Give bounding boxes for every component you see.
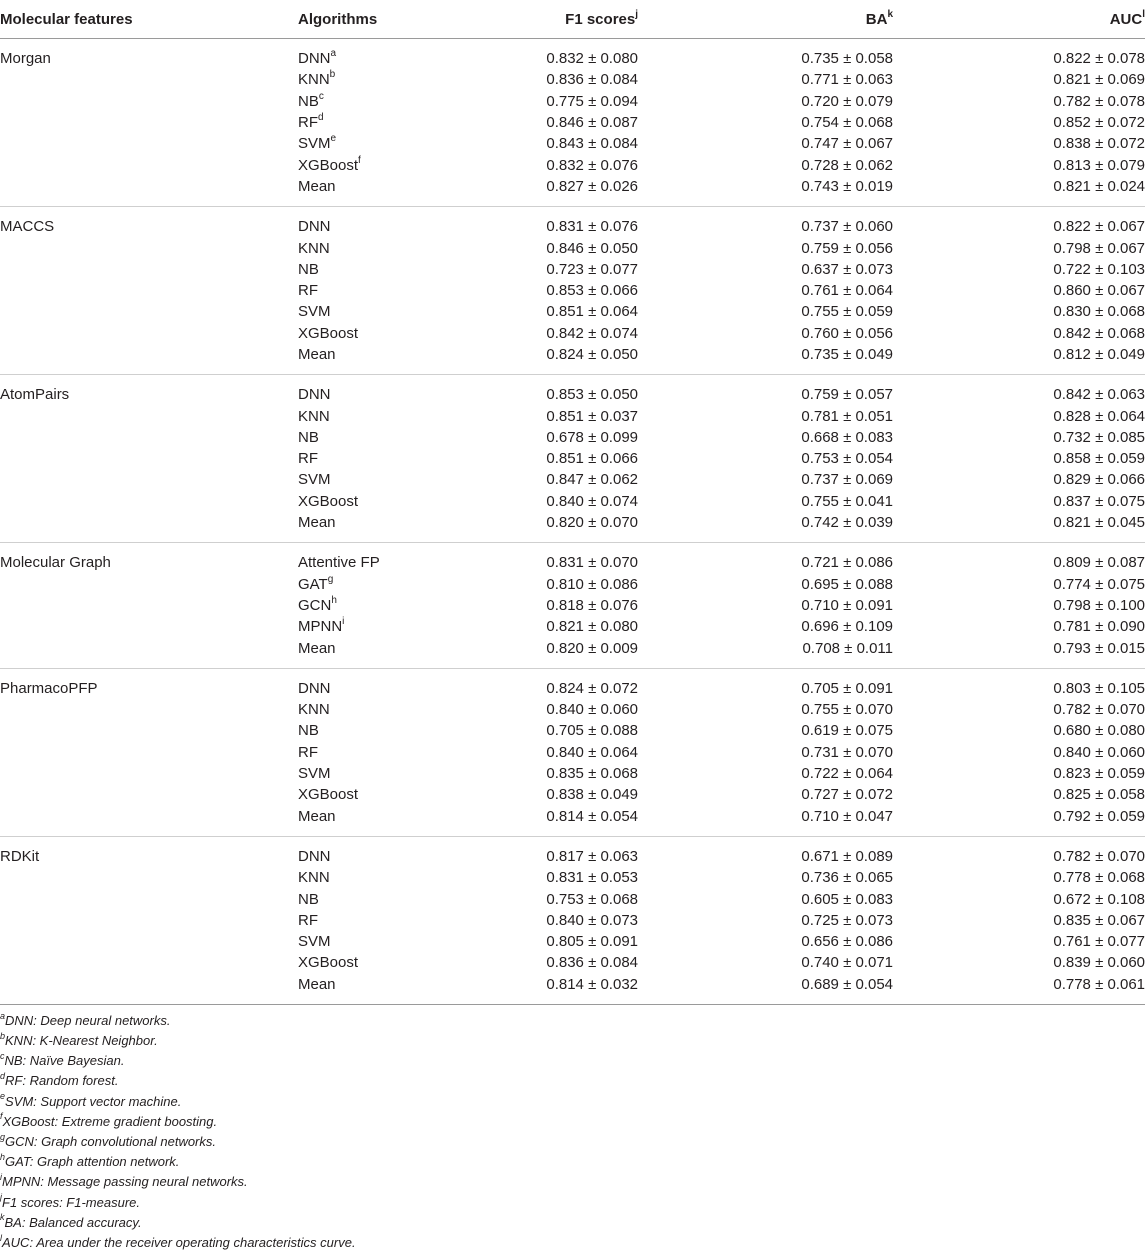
feature-cell <box>0 784 298 805</box>
feature-cell <box>0 867 298 888</box>
footnote-text: GAT: Graph attention network. <box>5 1154 180 1170</box>
auc-cell: 0.798 ± 0.100 <box>1053 596 1145 614</box>
ba-cell: 0.656 ± 0.086 <box>801 933 893 951</box>
auc-cell: 0.840 ± 0.060 <box>1053 743 1145 761</box>
footnote <box>0 1172 1145 1192</box>
footnote <box>0 1112 1145 1132</box>
header-f1: F1 scores$^j$ <box>498 0 638 39</box>
footnote-mark: c <box>0 1050 5 1061</box>
f1-cell: 0.820 ± 0.070 <box>498 512 638 543</box>
algorithm-cell: DNN <box>298 847 331 865</box>
footnote-mark: f <box>358 154 361 166</box>
auc-cell: 0.822 ± 0.067 <box>1053 218 1145 236</box>
footnote-mark: i <box>342 616 345 628</box>
ba-cell: 0.725 ± 0.073 <box>801 911 893 929</box>
algorithm-cell: MPNN$^i$ <box>298 616 345 636</box>
f1-cell: 0.821 ± 0.080 <box>546 618 638 636</box>
auc-cell: 0.839 ± 0.060 <box>1053 954 1145 972</box>
f1-cell: 0.851 ± 0.066 <box>546 450 638 468</box>
footnote-mark: f <box>0 1111 3 1122</box>
footnote-text: F1 scores: F1-measure. <box>2 1194 140 1210</box>
table-row <box>0 259 1145 280</box>
auc-cell: 0.829 ± 0.066 <box>1053 471 1145 489</box>
feature-cell <box>0 574 298 595</box>
feature-cell <box>0 469 298 490</box>
footnote-text: MPNN: Message passing neural networks. <box>2 1174 248 1190</box>
footnote-mark: a <box>0 1010 6 1021</box>
table-row <box>0 375 1145 406</box>
ba-cell: 0.735 ± 0.049 <box>638 344 893 375</box>
feature-cell <box>0 237 298 258</box>
algorithm-cell: DNN$^a$ <box>298 48 337 68</box>
footnote <box>0 1031 1145 1051</box>
auc-cell: 0.732 ± 0.085 <box>1053 428 1145 446</box>
feature-cell <box>0 512 298 543</box>
feature-cell <box>0 133 298 154</box>
f1-cell: 0.853 ± 0.066 <box>546 282 638 300</box>
auc-cell: 0.778 ± 0.061 <box>893 974 1145 1005</box>
f1-cell: 0.805 ± 0.091 <box>546 933 638 951</box>
feature-cell <box>0 427 298 448</box>
footnote <box>0 1193 1145 1213</box>
ba-cell: 0.781 ± 0.051 <box>801 407 893 425</box>
footnote-mark: e <box>330 133 337 145</box>
algorithm-cell: KNN$^b$ <box>298 69 336 89</box>
table-row <box>0 512 1145 543</box>
algorithm-cell: XGBoost$^f$ <box>298 154 361 174</box>
f1-cell: 0.824 ± 0.072 <box>546 679 638 697</box>
algorithm-cell: SVM <box>298 765 331 783</box>
footnote <box>0 1092 1145 1112</box>
table-row <box>0 867 1145 888</box>
feature-cell <box>0 448 298 469</box>
feature-cell <box>0 112 298 133</box>
f1-cell: 0.832 ± 0.080 <box>546 50 638 68</box>
feature-cell <box>0 69 298 90</box>
algorithm-cell: KNN <box>298 701 330 719</box>
ba-cell: 0.755 ± 0.041 <box>801 492 893 510</box>
algorithm-cell: DNN <box>298 386 331 404</box>
auc-cell: 0.809 ± 0.087 <box>1053 554 1145 572</box>
table-row <box>0 637 1145 668</box>
ba-cell: 0.759 ± 0.056 <box>801 239 893 257</box>
footnote-text: SVM: Support vector machine. <box>5 1093 182 1109</box>
footnote-mark: g <box>327 573 334 585</box>
table-row <box>0 301 1145 322</box>
feature-cell <box>0 405 298 426</box>
footnote-mark: i <box>0 1172 2 1183</box>
auc-cell: 0.837 ± 0.075 <box>1053 492 1145 510</box>
algorithm-cell: Attentive FP <box>298 554 380 572</box>
ba-cell: 0.735 ± 0.058 <box>801 50 893 68</box>
f1-cell: 0.851 ± 0.064 <box>546 303 638 321</box>
footnote-text: BA: Balanced accuracy. <box>4 1214 142 1230</box>
f1-cell: 0.840 ± 0.060 <box>546 701 638 719</box>
ba-cell: 0.737 ± 0.069 <box>801 471 893 489</box>
algorithm-cell: RF <box>298 911 318 929</box>
algorithm-cell: Mean <box>298 344 498 375</box>
table-row <box>0 344 1145 375</box>
table-row <box>0 888 1145 909</box>
ba-cell: 0.671 ± 0.089 <box>801 847 893 865</box>
footnote-mark: b <box>329 69 336 81</box>
feature-cell: RDKit <box>0 847 40 865</box>
algorithm-cell: XGBoost <box>298 786 359 804</box>
header-row <box>0 0 1145 39</box>
ba-cell: 0.689 ± 0.054 <box>638 974 893 1005</box>
algorithm-cell: RF <box>298 743 318 761</box>
auc-cell: 0.821 ± 0.069 <box>1053 71 1145 89</box>
ba-cell: 0.708 ± 0.011 <box>638 637 893 668</box>
feature-cell <box>0 595 298 616</box>
algorithm-cell: XGBoost <box>298 954 359 972</box>
table-row <box>0 69 1145 90</box>
f1-cell: 0.847 ± 0.062 <box>546 471 638 489</box>
auc-cell: 0.761 ± 0.077 <box>1053 933 1145 951</box>
footnote-text: DNN: Deep neural networks. <box>5 1012 171 1028</box>
ba-cell: 0.637 ± 0.073 <box>801 260 893 278</box>
algorithm-cell: RF <box>298 450 318 468</box>
auc-cell: 0.842 ± 0.068 <box>1053 324 1145 342</box>
feature-cell <box>0 699 298 720</box>
algorithm-cell: GAT$^g$ <box>298 573 334 593</box>
ba-cell: 0.754 ± 0.068 <box>801 114 893 132</box>
auc-cell: 0.821 ± 0.024 <box>893 176 1145 207</box>
footnote <box>0 1071 1145 1091</box>
ba-cell: 0.696 ± 0.109 <box>801 618 893 636</box>
feature-cell <box>0 910 298 931</box>
table-row <box>0 784 1145 805</box>
feature-cell <box>0 344 298 375</box>
auc-cell: 0.803 ± 0.105 <box>1053 679 1145 697</box>
table-row <box>0 154 1145 175</box>
feature-cell <box>0 154 298 175</box>
ba-cell: 0.742 ± 0.039 <box>638 512 893 543</box>
table-row <box>0 616 1145 637</box>
algorithm-cell: KNN <box>298 239 330 257</box>
auc-cell: 0.825 ± 0.058 <box>1053 786 1145 804</box>
f1-cell: 0.840 ± 0.074 <box>546 492 638 510</box>
auc-cell: 0.858 ± 0.059 <box>1053 450 1145 468</box>
algorithm-cell: Mean <box>298 637 498 668</box>
f1-cell: 0.810 ± 0.086 <box>546 575 638 593</box>
f1-cell: 0.851 ± 0.037 <box>546 407 638 425</box>
table-row <box>0 595 1145 616</box>
table-row <box>0 910 1145 931</box>
feature-cell: MACCS <box>0 218 55 236</box>
f1-cell: 0.840 ± 0.064 <box>546 743 638 761</box>
algorithm-cell: $NB^c$ <box>298 90 324 110</box>
table-row <box>0 763 1145 784</box>
table-row <box>0 237 1145 258</box>
f1-cell: 0.831 ± 0.076 <box>546 218 638 236</box>
f1-cell: 0.775 ± 0.094 <box>546 92 638 110</box>
algorithm-cell: Mean <box>298 512 498 543</box>
auc-cell: 0.830 ± 0.068 <box>1053 303 1145 321</box>
f1-cell: 0.814 ± 0.032 <box>498 974 638 1005</box>
f1-cell: 0.824 ± 0.050 <box>498 344 638 375</box>
auc-cell: 0.822 ± 0.078 <box>1053 50 1145 68</box>
f1-cell: 0.827 ± 0.026 <box>498 176 638 207</box>
algorithm-cell: Mean <box>298 806 498 837</box>
table-row <box>0 448 1145 469</box>
f1-cell: 0.846 ± 0.050 <box>546 239 638 257</box>
ba-cell: 0.705 ± 0.091 <box>801 679 893 697</box>
footnote <box>0 1051 1145 1071</box>
footnote <box>0 1213 1145 1233</box>
footnote-text: RF: Random forest. <box>5 1073 119 1089</box>
auc-cell: 0.798 ± 0.067 <box>1053 239 1145 257</box>
ba-cell: 0.721 ± 0.086 <box>801 554 893 572</box>
table-row <box>0 39 1145 70</box>
f1-cell: 0.836 ± 0.084 <box>546 954 638 972</box>
algorithm-cell: SVM$^e$ <box>298 133 337 153</box>
f1-cell: 0.820 ± 0.009 <box>498 637 638 668</box>
feature-cell: Morgan <box>0 50 51 67</box>
f1-cell: 0.705 ± 0.088 <box>546 722 638 740</box>
auc-cell: 0.793 ± 0.015 <box>893 637 1145 668</box>
auc-cell: 0.774 ± 0.075 <box>1053 575 1145 593</box>
algorithm-cell: NB <box>298 722 319 740</box>
table-row <box>0 112 1145 133</box>
table-row <box>0 491 1145 512</box>
footnote-text: XGBoost: Extreme gradient boosting. <box>2 1113 218 1129</box>
auc-cell: 0.672 ± 0.108 <box>1053 890 1145 908</box>
table-row <box>0 574 1145 595</box>
auc-cell: 0.680 ± 0.080 <box>1053 722 1145 740</box>
table-row <box>0 668 1145 699</box>
algorithm-cell: Mean <box>298 176 498 207</box>
footnote-text: KNN: K-Nearest Neighbor. <box>5 1033 158 1049</box>
ba-cell: 0.731 ± 0.070 <box>801 743 893 761</box>
auc-cell: 0.860 ± 0.067 <box>1053 282 1145 300</box>
ba-cell: 0.737 ± 0.060 <box>801 218 893 236</box>
feature-cell: AtomPairs <box>0 386 70 404</box>
f1-cell: 0.846 ± 0.087 <box>546 114 638 132</box>
feature-cell: PharmacoPFP <box>0 679 98 697</box>
auc-cell: 0.782 ± 0.070 <box>1053 847 1145 865</box>
feature-cell <box>0 91 298 112</box>
ba-cell: 0.740 ± 0.071 <box>801 954 893 972</box>
ba-cell: 0.755 ± 0.070 <box>801 701 893 719</box>
table-row <box>0 323 1145 344</box>
ba-cell: 0.761 ± 0.064 <box>801 282 893 300</box>
ba-cell: 0.747 ± 0.067 <box>801 135 893 153</box>
algorithm-cell: NB <box>298 890 319 908</box>
header-auc: AUC$^l$ <box>893 0 1145 39</box>
feature-cell <box>0 301 298 322</box>
table-row <box>0 974 1145 1005</box>
footnote-mark: d <box>0 1071 6 1082</box>
feature-cell <box>0 742 298 763</box>
algorithm-cell: Mean <box>298 974 498 1005</box>
footnote-mark: k <box>0 1212 5 1223</box>
table-row <box>0 427 1145 448</box>
footnote-mark: j <box>0 1192 2 1203</box>
auc-cell: 0.778 ± 0.068 <box>1053 869 1145 887</box>
algorithm-cell: SVM <box>298 303 331 321</box>
algorithm-cell: SVM <box>298 933 331 951</box>
f1-cell: 0.832 ± 0.076 <box>546 156 638 174</box>
auc-cell: 0.781 ± 0.090 <box>1053 618 1145 636</box>
table-row <box>0 836 1145 867</box>
algorithm-cell: XGBoost <box>298 324 359 342</box>
ba-cell: 0.728 ± 0.062 <box>801 156 893 174</box>
footnote-text: GCN: Graph convolutional networks. <box>5 1134 216 1149</box>
auc-cell: 0.835 ± 0.067 <box>1053 911 1145 929</box>
f1-cell: 0.842 ± 0.074 <box>546 324 638 342</box>
footnote-mark: d <box>318 112 324 124</box>
header-ba: $BA^k$ <box>638 0 893 39</box>
algorithm-cell: GCN$^h$ <box>298 594 337 614</box>
ba-cell: 0.759 ± 0.057 <box>801 386 893 404</box>
table-row <box>0 207 1145 238</box>
footnote-mark: c <box>318 90 324 102</box>
auc-cell: 0.838 ± 0.072 <box>1053 135 1145 153</box>
ba-cell: 0.722 ± 0.064 <box>801 765 893 783</box>
algorithm-cell: DNN <box>298 218 331 236</box>
table-header <box>0 0 1145 39</box>
feature-cell <box>0 720 298 741</box>
ba-cell: 0.771 ± 0.063 <box>801 71 893 89</box>
table-row <box>0 952 1145 973</box>
header-algorithms: Algorithms <box>298 0 498 39</box>
footnote-mark: l <box>0 1232 2 1243</box>
table-row <box>0 699 1145 720</box>
ba-cell: 0.760 ± 0.056 <box>801 324 893 342</box>
table-body <box>0 39 1145 1005</box>
table-row <box>0 469 1145 490</box>
auc-cell: 0.722 ± 0.103 <box>1053 260 1145 278</box>
feature-cell <box>0 616 298 637</box>
footnote-mark: h <box>331 594 337 606</box>
algorithm-cell: $RF^d$ <box>298 112 324 132</box>
ba-cell: 0.720 ± 0.079 <box>801 92 893 110</box>
footnote-mark: b <box>0 1030 6 1041</box>
table-row <box>0 133 1145 154</box>
ba-cell: 0.755 ± 0.059 <box>801 303 893 321</box>
algorithm-cell: NB <box>298 428 319 446</box>
header-features: Molecular features <box>0 0 298 39</box>
auc-cell: 0.821 ± 0.045 <box>893 512 1145 543</box>
feature-cell: Molecular Graph <box>0 554 111 572</box>
ba-cell: 0.710 ± 0.091 <box>801 596 893 614</box>
f1-cell: 0.723 ± 0.077 <box>546 260 638 278</box>
table-row <box>0 931 1145 952</box>
footnote <box>0 1011 1145 1031</box>
algorithm-cell: XGBoost <box>298 492 359 510</box>
feature-cell <box>0 323 298 344</box>
ba-cell: 0.695 ± 0.088 <box>801 575 893 593</box>
table-row <box>0 280 1145 301</box>
ba-cell: 0.727 ± 0.072 <box>801 786 893 804</box>
f1-cell: 0.838 ± 0.049 <box>546 786 638 804</box>
auc-cell: 0.782 ± 0.078 <box>1053 92 1145 110</box>
footnote-mark: g <box>0 1131 6 1142</box>
f1-cell: 0.818 ± 0.076 <box>546 596 638 614</box>
ba-cell: 0.736 ± 0.065 <box>801 869 893 887</box>
feature-cell <box>0 176 298 207</box>
auc-cell: 0.842 ± 0.063 <box>1053 386 1145 404</box>
f1-cell: 0.831 ± 0.070 <box>546 554 638 572</box>
auc-cell: 0.812 ± 0.049 <box>893 344 1145 375</box>
f1-cell: 0.678 ± 0.099 <box>546 428 638 446</box>
f1-cell: 0.817 ± 0.063 <box>546 847 638 865</box>
auc-cell: 0.823 ± 0.059 <box>1053 765 1145 783</box>
table-row <box>0 720 1145 741</box>
ba-cell: 0.668 ± 0.083 <box>801 428 893 446</box>
ba-cell: 0.753 ± 0.054 <box>801 450 893 468</box>
algorithm-cell: DNN <box>298 679 331 697</box>
f1-cell: 0.853 ± 0.050 <box>546 386 638 404</box>
table-row <box>0 742 1145 763</box>
f1-cell: 0.836 ± 0.084 <box>546 71 638 89</box>
feature-cell <box>0 888 298 909</box>
footnotes <box>0 1011 1145 1253</box>
algorithm-cell: KNN <box>298 407 330 425</box>
ba-cell: 0.743 ± 0.019 <box>638 176 893 207</box>
ba-cell: 0.710 ± 0.047 <box>638 806 893 837</box>
table-row <box>0 806 1145 837</box>
feature-cell <box>0 280 298 301</box>
algorithm-cell: NB <box>298 260 319 278</box>
footnote-text: AUC: Area under the receiver operating characteristics curve. <box>2 1234 356 1250</box>
f1-cell: 0.753 ± 0.068 <box>546 890 638 908</box>
feature-cell <box>0 637 298 668</box>
auc-cell: 0.792 ± 0.059 <box>893 806 1145 837</box>
auc-cell: 0.813 ± 0.079 <box>1053 156 1145 174</box>
feature-cell <box>0 974 298 1005</box>
f1-cell: 0.840 ± 0.073 <box>546 911 638 929</box>
ba-cell: 0.605 ± 0.083 <box>801 890 893 908</box>
footnote-mark: a <box>330 48 337 60</box>
f1-cell: 0.835 ± 0.068 <box>546 765 638 783</box>
feature-cell <box>0 491 298 512</box>
footnote <box>0 1152 1145 1172</box>
footnote-text: NB: Naïve Bayesian. <box>4 1053 125 1069</box>
feature-cell <box>0 952 298 973</box>
feature-cell <box>0 763 298 784</box>
algorithm-cell: RF <box>298 282 318 300</box>
feature-cell <box>0 259 298 280</box>
table-row <box>0 543 1145 574</box>
ba-cell: 0.619 ± 0.075 <box>801 722 893 740</box>
auc-cell: 0.852 ± 0.072 <box>1053 114 1145 132</box>
table-row <box>0 176 1145 207</box>
f1-cell: 0.831 ± 0.053 <box>546 869 638 887</box>
f1-cell: 0.814 ± 0.054 <box>498 806 638 837</box>
auc-cell: 0.782 ± 0.070 <box>1053 701 1145 719</box>
feature-cell <box>0 806 298 837</box>
footnote-mark: h <box>0 1151 6 1162</box>
feature-cell <box>0 931 298 952</box>
f1-cell: 0.843 ± 0.084 <box>546 135 638 153</box>
table-row <box>0 405 1145 426</box>
footnote-mark: e <box>0 1091 6 1102</box>
auc-cell: 0.828 ± 0.064 <box>1053 407 1145 425</box>
table-row <box>0 91 1145 112</box>
footnote <box>0 1132 1145 1152</box>
algorithm-cell: KNN <box>298 869 330 887</box>
algorithm-cell: SVM <box>298 471 331 489</box>
